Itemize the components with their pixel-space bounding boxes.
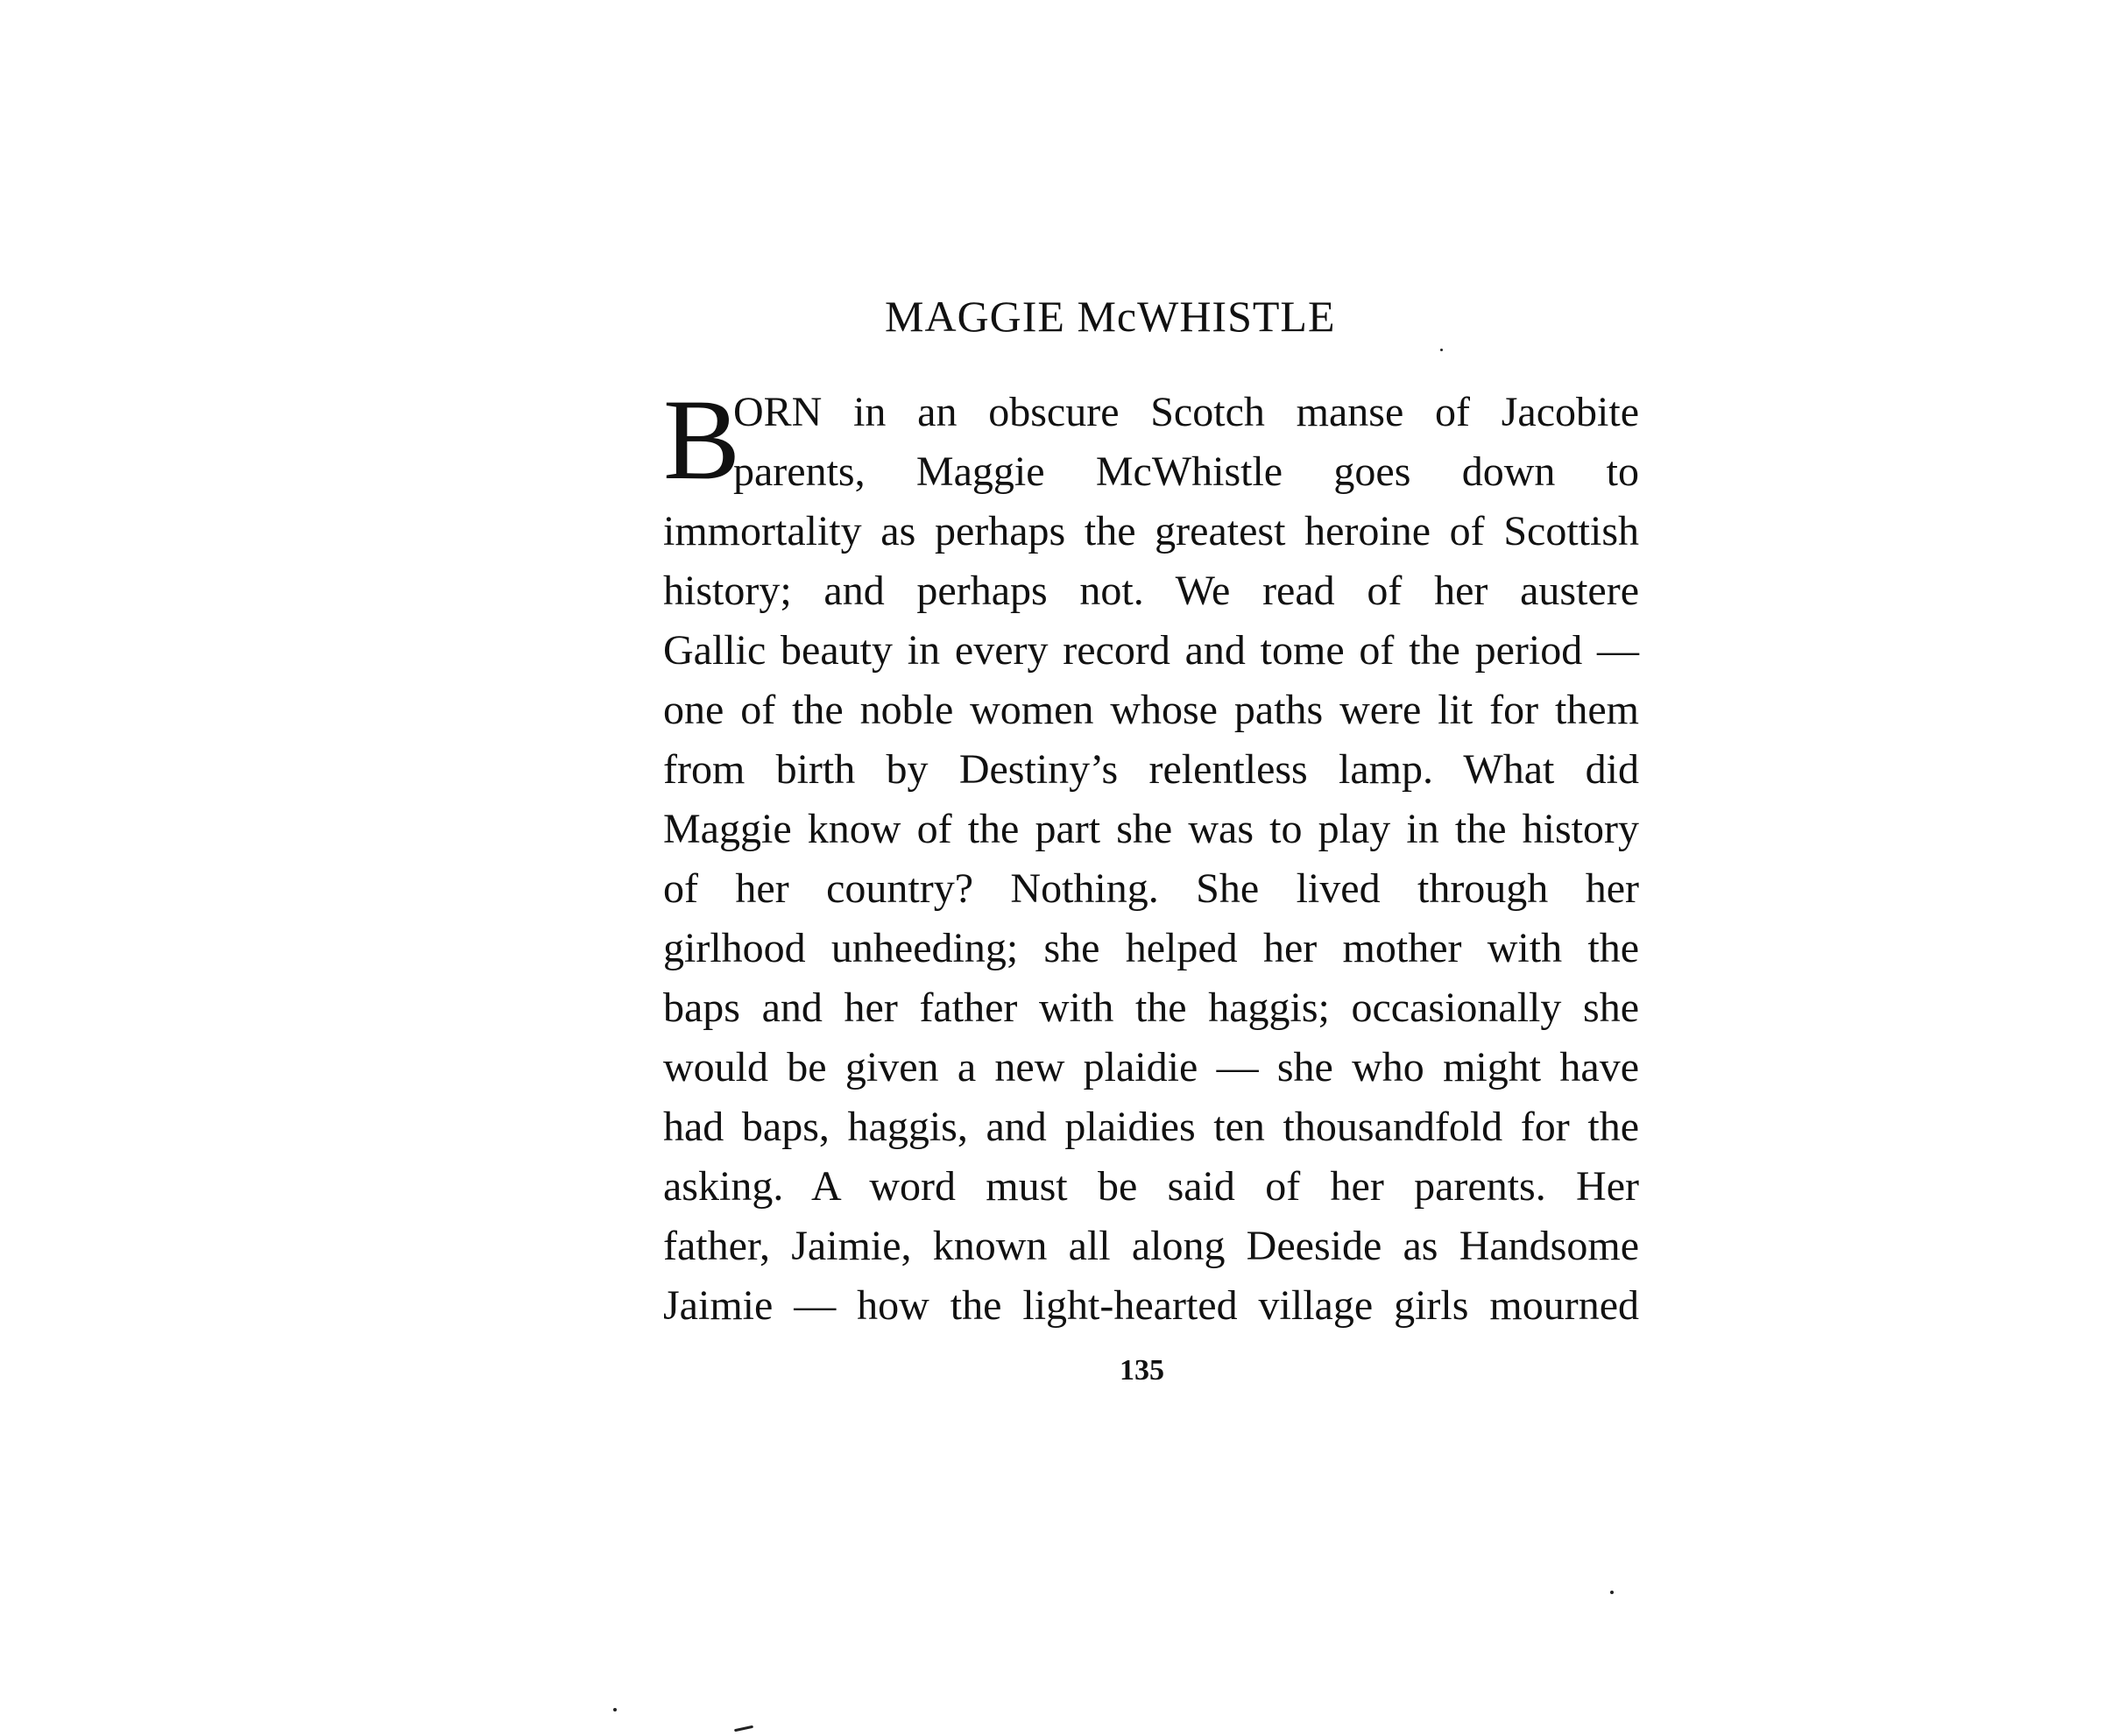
text-line: from birth by Destiny’s relentless lamp. What did: [663, 746, 1639, 793]
chapter-title: MAGGIE McWHISTLE: [885, 292, 1336, 341]
text-line: Gallic beauty in every record and tome of the period —: [663, 627, 1639, 674]
drop-cap: B: [663, 375, 741, 504]
text-line: would be given a new plaidie — she who might have: [663, 1044, 1639, 1090]
text-line: immortality as perhaps the greatest heroine of Scottish: [663, 508, 1639, 554]
page-number: 135: [1120, 1354, 1164, 1387]
text-line: baps and her father with the haggis; occasionally she: [663, 984, 1639, 1031]
text-line: of her country? Nothing. She lived through her: [663, 865, 1639, 912]
text-line: had baps, haggis, and plaidies ten thousandfold for the: [663, 1104, 1639, 1150]
text-line: father, Jaimie, known all along Deeside as Handsome: [663, 1223, 1639, 1269]
text-line: one of the noble women whose paths were lit for them: [663, 687, 1639, 733]
text-line: history; and perhaps not. We read of her austere: [663, 568, 1639, 614]
text-line: parents, Maggie McWhistle goes down to: [733, 448, 1639, 495]
text-line: girlhood unheeding; she helped her mother with the: [663, 925, 1639, 971]
text-line: Maggie know of the part she was to play in the history: [663, 806, 1639, 852]
text-line: ORN in an obscure Scotch manse of Jacobite: [733, 389, 1639, 435]
body-text: [663, 375, 1639, 1336]
scan-speck: [1610, 1591, 1614, 1594]
text-line: Jaimie — how the light-hearted village girls mourned: [663, 1282, 1639, 1329]
scan-speck: [734, 1725, 753, 1732]
text-line: asking. A word must be said of her parents. Her: [663, 1163, 1639, 1210]
scan-speck: [613, 1708, 617, 1711]
scan-speck: [1440, 349, 1443, 351]
